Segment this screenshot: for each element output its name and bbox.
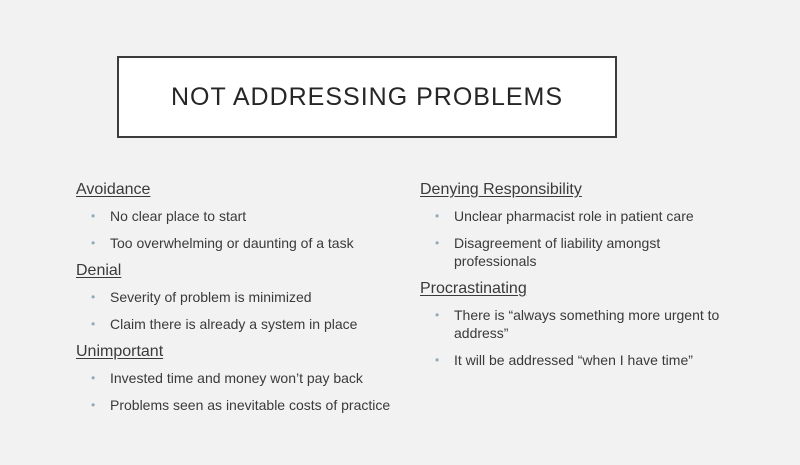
- list-item: [420, 351, 740, 369]
- list-item: [76, 234, 396, 252]
- list-item: [76, 288, 396, 306]
- list-item: [420, 207, 740, 225]
- heading-denial: Denial: [76, 262, 122, 279]
- procrastinating-list: [420, 306, 740, 369]
- list-item-text: Severity of problem is minimized: [110, 289, 312, 305]
- bullet-icon: •: [91, 236, 96, 250]
- list-item-text: Problems seen as inevitable costs of practice: [110, 397, 391, 413]
- right-column: [420, 180, 740, 378]
- heading-procrastinating: Procrastinating: [420, 280, 527, 297]
- list-item-text: It will be addressed “when I have time”: [454, 352, 693, 368]
- list-item-text: Too overwhelming or daunting of a task: [110, 235, 354, 251]
- denying-responsibility-list: [420, 207, 740, 270]
- list-item: [76, 315, 396, 333]
- bullet-icon: •: [435, 308, 440, 322]
- list-item: [420, 234, 740, 270]
- slide-title: NOT ADDRESSING PROBLEMS: [170, 82, 564, 111]
- bullet-icon: •: [435, 209, 440, 223]
- list-item-text: Unclear pharmacist role in patient care: [454, 208, 694, 224]
- list-item-text: Invested time and money won’t pay back: [110, 370, 363, 386]
- list-item-text: Disagreement of liability amongst professionals: [454, 235, 661, 269]
- list-item-text: Claim there is already a system in place: [110, 316, 358, 332]
- left-column: [76, 180, 396, 423]
- bullet-icon: •: [91, 209, 96, 223]
- bullet-icon: •: [435, 353, 440, 367]
- list-item-text: No clear place to start: [110, 208, 247, 224]
- heading-denying-responsibility: Denying Responsibility: [420, 181, 582, 198]
- unimportant-list: [76, 369, 396, 414]
- denial-list: [76, 288, 396, 333]
- bullet-icon: •: [435, 236, 440, 250]
- avoidance-list: [76, 207, 396, 252]
- heading-avoidance: Avoidance: [76, 181, 151, 198]
- title-box: [117, 56, 617, 138]
- bullet-icon: •: [91, 317, 96, 331]
- list-item: [76, 396, 396, 414]
- bullet-icon: •: [91, 398, 96, 412]
- list-item-text: There is “always something more urgent to address”: [454, 307, 720, 341]
- list-item: [420, 306, 740, 342]
- heading-unimportant: Unimportant: [76, 343, 164, 360]
- bullet-icon: •: [91, 371, 96, 385]
- list-item: [76, 369, 396, 387]
- bullet-icon: •: [91, 290, 96, 304]
- list-item: [76, 207, 396, 225]
